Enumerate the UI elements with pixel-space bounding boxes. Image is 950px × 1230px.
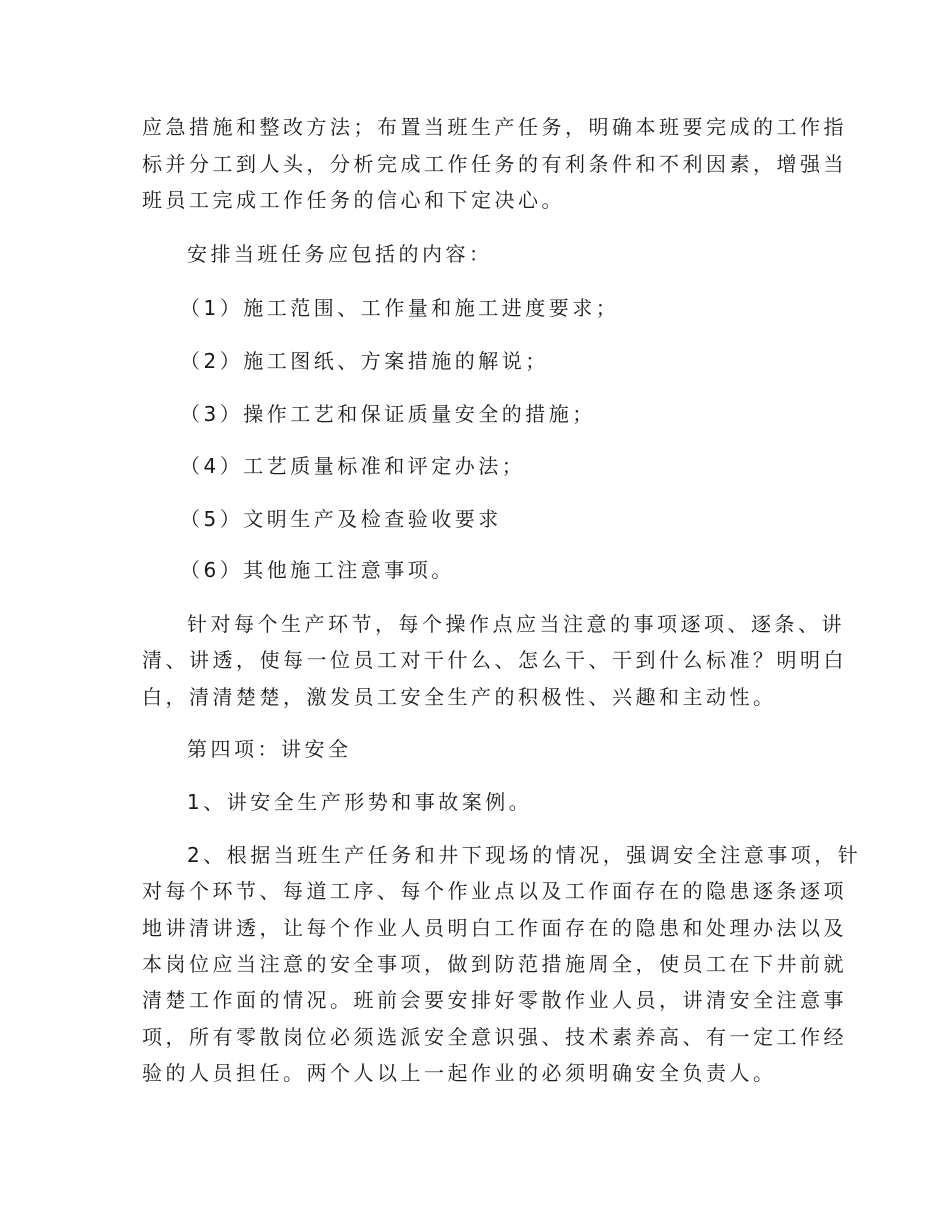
text-line: 地讲清讲透，让每个作业人员明白工作面存在的隐患和处理办法以及 — [142, 916, 847, 940]
text-line: 本岗位应当注意的安全事项，做到防范措施周全，使员工在下井前就 — [142, 952, 847, 976]
list-item: （6）其他施工注意事项。 — [180, 558, 455, 582]
list-item: （1）施工范围、工作量和施工进度要求； — [180, 296, 620, 320]
section-heading: 第四项：讲安全 — [187, 737, 352, 761]
text-line: 对每个环节、每道工序、每个作业点以及工作面存在的隐患逐条逐项 — [142, 879, 847, 903]
text-line: 清楚工作面的情况。班前会要安排好零散作业人员，讲清安全注意事 — [142, 988, 847, 1012]
list-item: （4）工艺质量标准和评定办法； — [180, 454, 526, 478]
text-line: 1、讲安全生产形势和事故案例。 — [187, 790, 533, 814]
list-item: （2）施工图纸、方案措施的解说； — [180, 349, 549, 373]
text-line: 针对每个生产环节，每个操作点应当注意的事项逐项、逐条、讲 — [187, 612, 845, 636]
text-line: 2、根据当班生产任务和井下现场的情况，强调安全注意事项，针 — [187, 843, 862, 867]
section-intro: 安排当班任务应包括的内容： — [187, 242, 493, 266]
text-line: 应急措施和整改方法；布置当班生产任务，明确本班要完成的工作指 — [142, 115, 847, 139]
text-line: 标并分工到人头，分析完成工作任务的有利条件和不利因素，增强当 — [142, 152, 847, 176]
list-item: （3）操作工艺和保证质量安全的措施； — [180, 402, 596, 426]
text-line: 班员工完成工作任务的信心和下定决心。 — [142, 188, 565, 212]
text-line: 白，清清楚楚，激发员工安全生产的积极性、兴趣和主动性。 — [142, 685, 777, 709]
list-item: （5）文明生产及检查验收要求 — [180, 507, 502, 531]
text-line: 验的人员担任。两个人以上一起作业的必须明确安全负责人。 — [142, 1061, 777, 1085]
text-line: 清、讲透，使每一位员工对干什么、怎么干、干到什么标准？明明白 — [142, 648, 847, 672]
text-line: 项，所有零散岗位必须选派安全意识强、技术素养高、有一定工作经 — [142, 1025, 847, 1049]
